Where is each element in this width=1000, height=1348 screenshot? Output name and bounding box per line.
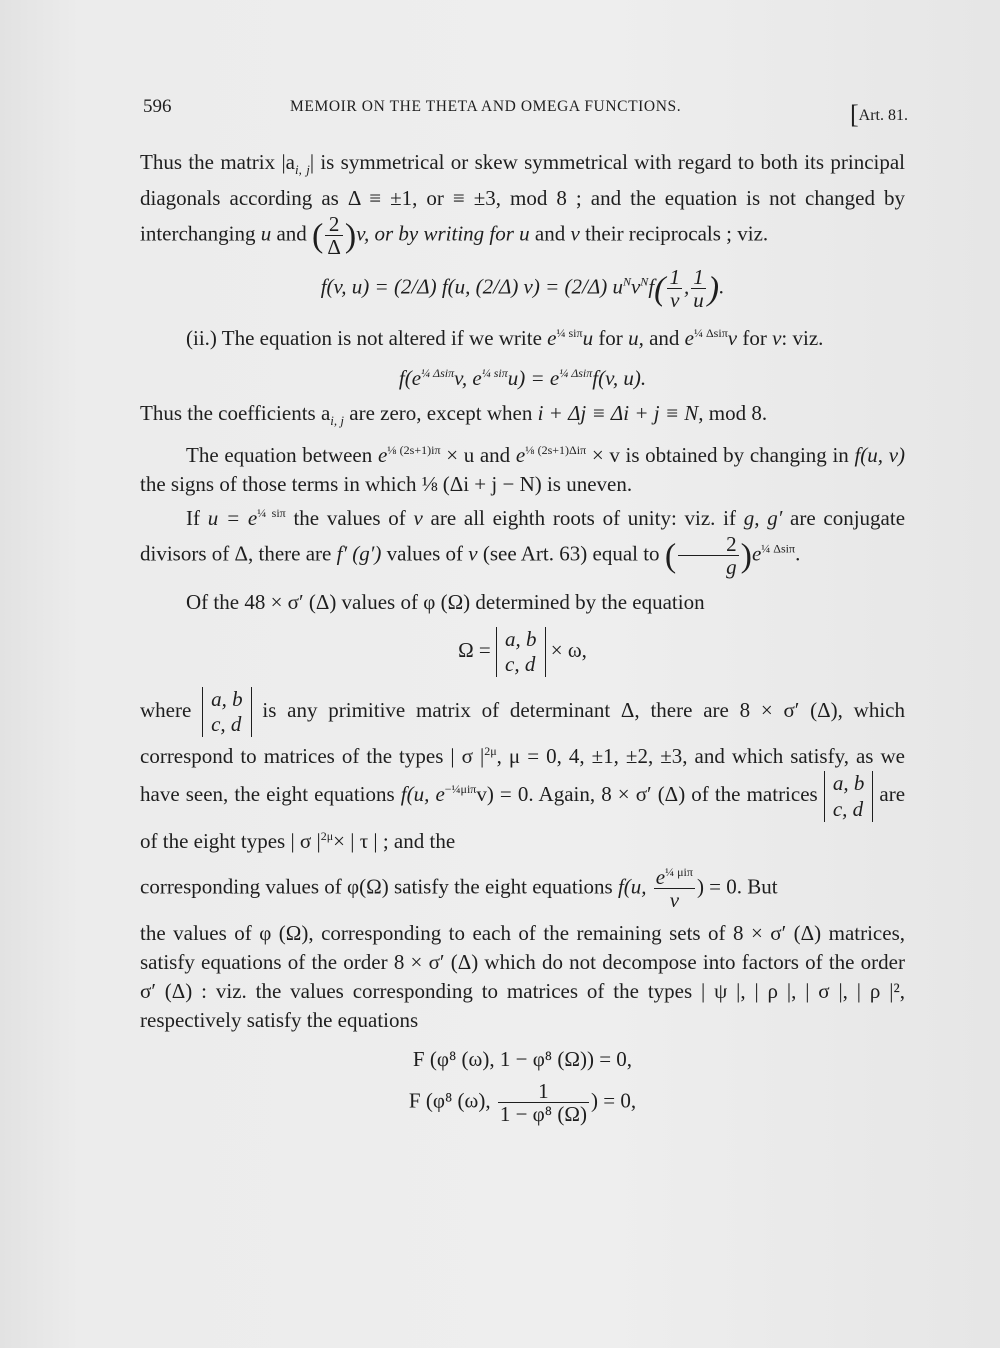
paragraph-2: (ii.) The equation is not altered if we write $e^{\frac{1}{4} si\pi}u$ for u, and $e^{\frac{1}{4} \Delta si\pi}v$ for v: viz.	[186, 326, 824, 351]
paragraph-7: where a, b c, d is any primitive matrix of determinant Δ, there are 8 × σ′ (Δ), which correspond to matrices of the types | σ $|^{2\mu}$, μ = 0, 4, ±1, ±2, ±3, and which satisfy, as we have seen, the eight equations f(u, $e^{-\frac{1}{4}\mu i\pi}v) = 0$. Again, 8 × σ′ (Δ) of the matrices a, b c, d are of the eight types | σ $|^{2\mu}\times$ | τ | ; and the	[140, 687, 906, 853]
page-body	[140, 148, 905, 1131]
equation-3: F (φ⁸ (ω), 1 − φ⁸ (Ω)) = 0,	[412, 1046, 633, 1071]
fraction-2-delta: $\frac{2}{\Delta}$	[327, 212, 341, 260]
running-title: MEMOIR ON THE THETA AND OMEGA FUNCTIONS.	[290, 98, 682, 115]
equation-4: F (φ⁸ (ω), $\frac{1}{\text{1 − φ⁸ (Ω)}}$ ) = 0,	[408, 1078, 637, 1126]
equation-2: $f(e^{\frac{1}{4} \Delta si\pi}v$, $e^{\frac{1}{4} si\pi}u) = e^{\frac{1}{4} \Delta si\pi}f(v$, u).	[398, 366, 647, 391]
article-reference: [Art. 81.	[850, 100, 908, 129]
paragraph-6: Of the 48 × σ′ (Δ) values of φ (Ω) determined by the equation	[186, 589, 705, 614]
paragraph-1: Thus the matrix $|a_{i, j}|$ is symmetrical or skew symmetrical with regard to both its principal diagonals according as Δ ≡ ±1, or ≡ ±3, mod 8 ; and the equation is not changed by interchanging u and ( $\frac{2}{\Delta}$ )v, or by writing for u and v their reciprocals ; viz.	[140, 150, 906, 260]
paragraph-5: If $u = e^{\frac{1}{4} si\pi}$ the values of v are all eighth roots of unity: viz. if g, g′ are conjugate divisors of Δ, there are f′ (g′) values of v (see Art. 63) equal to ( $\frac{2}{g}$ )$e^{\frac{1}{4} \Delta si\pi}$.	[140, 505, 906, 579]
equation-omega: Ω = a, b c, d × ω,	[458, 626, 587, 676]
page-header	[143, 96, 908, 132]
paragraph-9: the values of φ (Ω), corresponding to each of the remaining sets of 8 × σ′ (Δ) matrices, satisfy equations of the order 8 × σ′ (Δ) which do not decompose into factors of the order σ′ (Δ) : viz. the values corresponding to matrices of the types | ψ |, | ρ |, | σ |, | ρ |², respectively satisfy the equations	[140, 920, 905, 1032]
paragraph-4: The equation between $e^{\frac{1}{8} (2s+1)i\pi} \times u$ and $e^{\frac{1}{8} (2s+1)\Delta i\pi} \times v$ is obtained by changing in f(u, v) the signs of those terms in which ⅛ (Δi + j − N) is uneven.	[140, 442, 906, 496]
paragraph-8: corresponding values of φ(Ω) satisfy the eight equations f(u, $\frac{e^{\frac{1}{4} \mu i\pi}}{v}$ ) = 0. But	[140, 864, 778, 912]
paragraph-3: Thus the coefficients $a_{i, j}$ are zero, except when i + Δj ≡ Δi + j ≡ N, mod 8.	[140, 401, 768, 429]
page-number: 596	[143, 96, 172, 117]
equation-1: f(v, u) = (2/Δ) f(u, (2/Δ) v) = (2/Δ) $u^Nv^Nf$( $\frac{1}{v}$ , $\frac{1}{u}$ ).	[320, 265, 725, 313]
